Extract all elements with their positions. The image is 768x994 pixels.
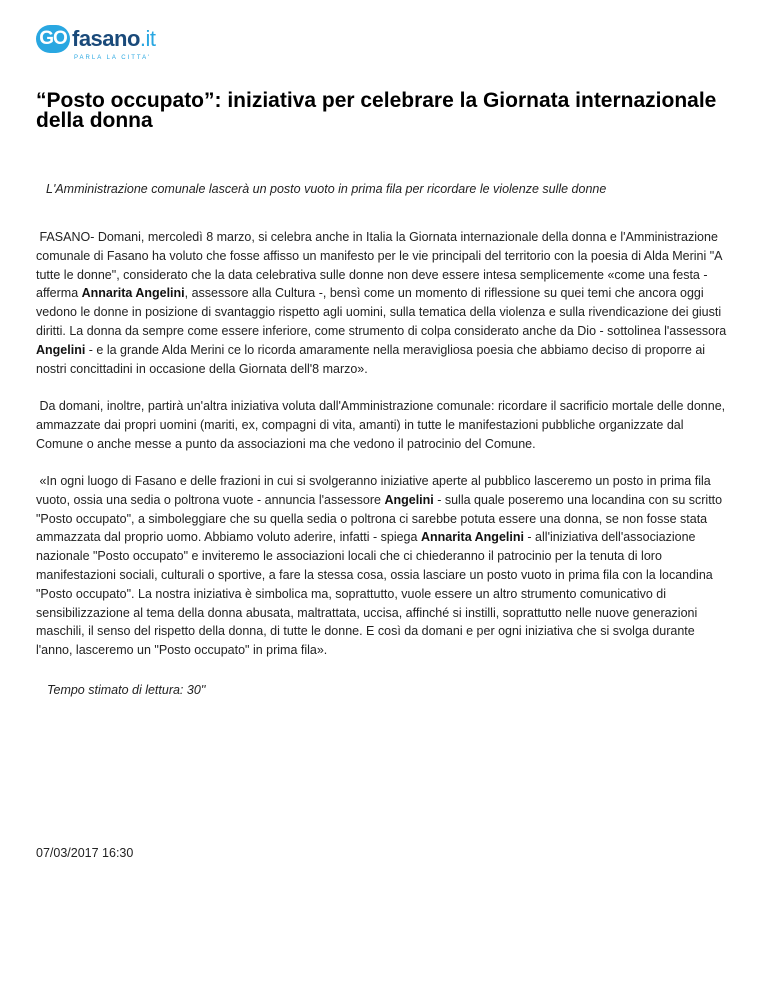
logo-tld: .it: [139, 26, 156, 51]
logo-name: fasano: [72, 26, 140, 51]
logo-wordmark: [72, 24, 156, 54]
site-logo[interactable]: [36, 24, 166, 64]
person-name: Angelini: [36, 342, 86, 357]
person-name: Annarita Angelini: [81, 286, 185, 301]
paragraph-text: «In ogni luogo di Fasano e delle frazioni in cui si svolgeranno iniziative aperte al pubblico lasceremo un posto in prima fila vuoto, ossia una sedia o poltrona vuote - annuncia l'assessore: [36, 473, 711, 507]
logo-tagline: PARLA LA CITTA': [74, 55, 152, 61]
logo-go-badge: GO: [36, 25, 70, 53]
person-name: Angelini: [384, 492, 434, 507]
paragraph-text: - all'iniziativa dell'associazione nazionale "Posto occupato" e inviteremo le associazioni locali che ci chiederanno il patrocinio per la tenuta di loro manifestazioni sociali, culturali o sportive, a fare la stessa cosa, ossia lasciare un posto vuoto in prima fila con la locandina "Posto occupato". La nostra iniziativa è simbolica ma, soprattutto, vuole essere un altro strumento comunicativo di sensibilizzazione al tema della donna abusata, maltrattata, uccisa, affinché si instilli, soprattutto nelle nuove generazioni maschili, il senso del rispetto della donna, di tutte le donne. E così da domani e per ogni iniziativa che si svolga durante l'anno, lasceremo un "Posto occupato" in prima fila».: [36, 530, 713, 658]
paragraph-text: , assessore alla Cultura -, bensì come un momento di riflessione su quei temi che ancora oggi vedono le donne in posizione di svantaggio rispetto agli uomini, sulla tematica della violenza e sulla rivendicazione dei giusti diritti. La donna da sempre come essere inferiore, come strumento di colpa considerato anche da Dio - sottolinea l'assessora: [36, 286, 727, 338]
article-paragraph: [36, 397, 732, 453]
article-body: [36, 228, 732, 679]
paragraph-text: Da domani, inoltre, partirà un'altra iniziativa voluta dall'Amministrazione comunale: ricordare il sacrificio mortale delle donne, ammazzate dai propri uomini (mariti, ex, compagni di vita, amanti) in tutte le manifestazioni pubbliche organizzate dal Comune o anche messe a punto da associazioni ma che vedono il patrocinio del Comune.: [36, 398, 726, 451]
article-title: “Posto occupato”: iniziativa per celebrare la Giornata internazionale della donna: [36, 89, 717, 132]
paragraph-text: - e la grande Alda Merini ce lo ricorda amaramente nella meravigliosa poesia che abbiamo deciso di proporre ai nostri concittadini in occasione della Giornata dell'8 marzo».: [36, 342, 706, 376]
article-paragraph: [36, 228, 732, 378]
article-paragraph: [36, 472, 732, 660]
article-lead: L'Amministrazione comunale lascerà un posto vuoto in prima fila per ricordare le violenze sulle donne: [46, 182, 607, 196]
paragraph-text: - sulla quale poseremo una locandina con su scritto "Posto occupato", a simboleggiare che su quella sedia o poltrona ci sarebbe potuta essere una donna, se non fosse stata ammazzata dal proprio uomo. Abbiamo voluto aderire, infatti - spiega: [36, 492, 723, 545]
person-name: Annarita Angelini: [420, 530, 524, 545]
paragraph-text: FASANO- Domani, mercoledì 8 marzo, si celebra anche in Italia la Giornata internazionale della donna e l'Amministrazione comunale di Fasano ha voluto che fosse affisso un manifesto per le vie principali del territorio con la poesia di Alda Merini "A tutte le donne", considerato che la data celebrativa sulle donne non deve essere intesa semplicemente «come una festa - afferma: [36, 230, 722, 301]
reading-time: Tempo stimato di lettura: 30'': [47, 683, 206, 697]
publish-date: 07/03/2017 16:30: [36, 846, 134, 860]
